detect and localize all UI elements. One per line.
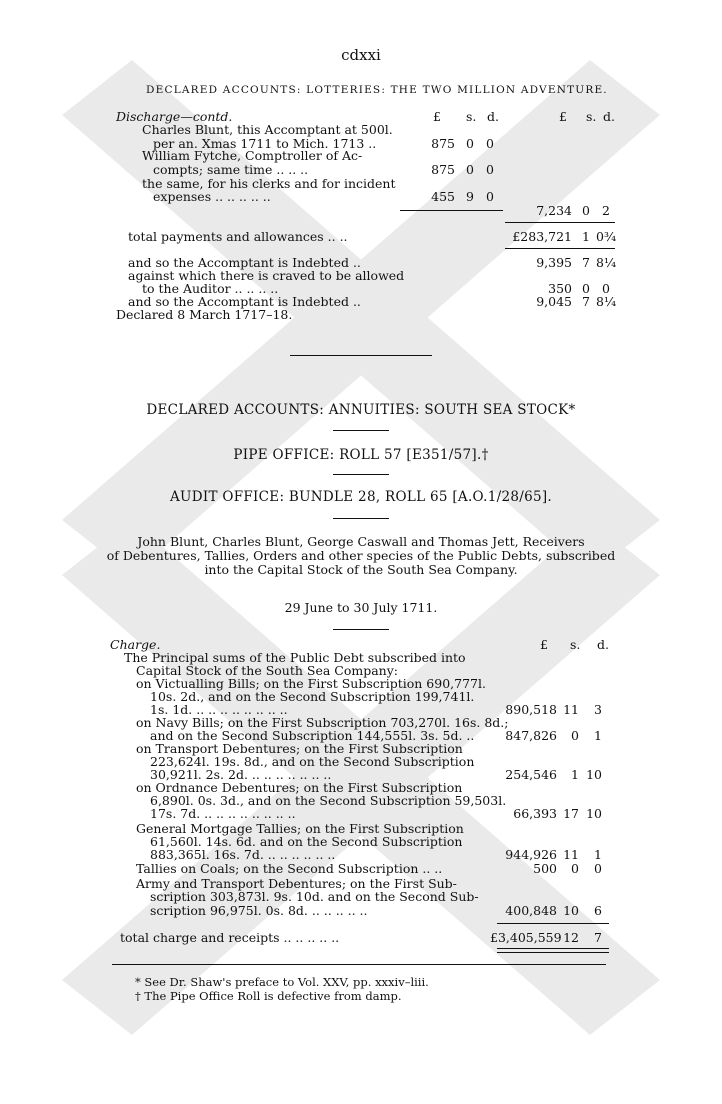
discharge-heading: Discharge—contd. <box>116 109 233 124</box>
col-header-d1: d. <box>487 109 499 124</box>
item-text: 30,921l. 2s. 2d. .. .. .. .. .. .. .. <box>150 767 332 782</box>
principal-text: Capital Stock of the South Sea Company: <box>136 663 398 678</box>
section-divider <box>290 355 432 356</box>
amount-pounds: 455 <box>431 189 455 204</box>
page-number: cdxxi <box>341 46 381 64</box>
amount-shillings: 0 <box>466 136 474 151</box>
item-pence: 0 <box>594 861 602 876</box>
craved-pounds: 350 <box>548 281 572 296</box>
section-title: DECLARED ACCOUNTS: ANNUITIES: SOUTH SEA STOCK* <box>146 402 576 418</box>
amount-shillings: 9 <box>466 189 474 204</box>
item-text: 883,365l. 16s. 7d. .. .. .. .. .. .. <box>150 847 336 862</box>
total-pounds: £283,721 <box>512 229 572 244</box>
indebted-pounds: 9,395 <box>536 255 572 270</box>
indebted-shillings: 7 <box>582 294 590 309</box>
item-text: 10s. 2d., and on the Second Subscription 199,741l. <box>150 689 475 704</box>
item-text: 223,624l. 19s. 8d., and on the Second Subscription <box>150 754 475 769</box>
item-pounds: 254,546 <box>505 767 557 782</box>
item-pence: 1 <box>594 728 602 743</box>
item-pounds: 847,826 <box>505 728 557 743</box>
intro-text: of Debentures, Tallies, Orders and other species of the Public Debts, subscribed <box>106 548 616 563</box>
amount-pounds: 875 <box>431 162 455 177</box>
item-text: scription 96,975l. 0s. 8d. .. .. .. .. .. <box>150 903 368 918</box>
column-rule <box>505 222 615 223</box>
item-text: scription 303,873l. 9s. 10d. and on the Second Sub- <box>150 889 479 904</box>
item-shillings: 17 <box>563 806 579 821</box>
item-shillings: 0 <box>571 861 579 876</box>
pipe-office-ref: PIPE OFFICE: ROLL 57 [E351/57].† <box>233 447 489 463</box>
col-header-s: s. <box>570 637 581 652</box>
indebted-pounds: 9,045 <box>536 294 572 309</box>
double-rule <box>497 948 609 953</box>
total-label: total payments and allowances .. .. <box>128 229 348 244</box>
col-header-s1: s. <box>466 109 477 124</box>
item-pounds: 400,848 <box>505 903 557 918</box>
item-pounds: 944,926 <box>505 847 557 862</box>
col-header-s2: s. <box>586 109 597 124</box>
indebted-label: and so the Accomptant is Indebted .. <box>128 255 361 270</box>
column-rule <box>505 248 615 249</box>
col-header-d: d. <box>597 637 609 652</box>
total-pence: 0¾ <box>596 229 617 244</box>
item-text: 6,890l. 0s. 3d., and on the Second Subscription 59,503l. <box>150 793 507 808</box>
item-shillings: 11 <box>563 847 579 862</box>
item-text: on Navy Bills; on the First Subscription 703,270l. 16s. 8d.; <box>136 715 509 730</box>
item-pounds: 500 <box>533 861 557 876</box>
item-pounds: 66,393 <box>513 806 557 821</box>
item-pence: 3 <box>594 702 602 717</box>
item-pence: 1 <box>594 847 602 862</box>
col-header-l2: £ <box>559 109 567 124</box>
row-text: compts; same time .. .. .. <box>153 162 309 177</box>
total-pounds: £3,405,559 <box>490 930 562 945</box>
item-text: 61,560l. 14s. 6d. and on the Second Subscription <box>150 834 463 849</box>
row-text: per an. Xmas 1711 to Mich. 1713 .. <box>153 136 377 151</box>
indebted-shillings: 7 <box>582 255 590 270</box>
craved-text: against which there is craved to be allowed <box>128 268 405 283</box>
item-text: on Victualling Bills; on the First Subscription 690,777l. <box>136 676 486 691</box>
total-shillings: 12 <box>563 930 579 945</box>
item-text: Tallies on Coals; on the Second Subscription .. .. <box>136 861 443 876</box>
row-text: William Fytche, Comptroller of Ac- <box>142 148 363 163</box>
column-rule <box>497 923 609 924</box>
item-text: Army and Transport Debentures; on the First Sub- <box>136 876 457 891</box>
principal-text: The Principal sums of the Public Debt subscribed into <box>124 650 466 665</box>
item-shillings: 1 <box>571 767 579 782</box>
col-header-l1: £ <box>433 109 441 124</box>
footnote: † The Pipe Office Roll is defective from damp. <box>135 989 402 1003</box>
craved-shillings: 0 <box>582 281 590 296</box>
item-shillings: 11 <box>563 702 579 717</box>
row-text: expenses .. .. .. .. .. <box>153 189 271 204</box>
item-text: 1s. 1d. .. .. .. .. .. .. .. .. <box>150 702 288 717</box>
total-label: total charge and receipts .. .. .. .. .. <box>120 930 340 945</box>
section-divider <box>333 629 389 630</box>
intro-text: into the Capital Stock of the South Sea Company. <box>204 562 518 577</box>
item-text: on Ordnance Debentures; on the First Subscription <box>136 780 463 795</box>
amount-pence: 0 <box>486 162 494 177</box>
item-pence: 10 <box>586 806 602 821</box>
item-text: 17s. 7d. .. .. .. .. .. .. .. .. <box>150 806 296 821</box>
indebted-pence: 8¼ <box>596 294 617 309</box>
declared-date: Declared 8 March 1717–18. <box>116 307 293 322</box>
col-header-d2: d. <box>603 109 615 124</box>
item-pounds: 890,518 <box>505 702 557 717</box>
item-pence: 10 <box>586 767 602 782</box>
subtotal-shillings: 0 <box>582 203 590 218</box>
running-head: DECLARED ACCOUNTS: LOTTERIES: THE TWO MILLION ADVENTURE. <box>146 84 608 96</box>
item-pence: 6 <box>594 903 602 918</box>
subtotal-pounds: 7,234 <box>536 203 572 218</box>
item-text: and on the Second Subscription 144,555l. 3s. 5d. .. <box>150 728 475 743</box>
craved-pence: 0 <box>602 281 610 296</box>
footnote: * See Dr. Shaw's preface to Vol. XXV, pp. xxxiv–liii. <box>135 975 429 989</box>
total-pence: 7 <box>594 930 602 945</box>
row-text: the same, for his clerks and for incident <box>142 176 396 191</box>
section-divider <box>333 518 389 519</box>
row-text: Charles Blunt, this Accomptant at 500l. <box>142 122 393 137</box>
indebted-pence: 8¼ <box>596 255 617 270</box>
amount-pounds: 875 <box>431 136 455 151</box>
intro-text: John Blunt, Charles Blunt, George Caswall and Thomas Jett, Receivers <box>137 534 585 549</box>
subtotal-pence: 2 <box>602 203 610 218</box>
item-shillings: 0 <box>571 728 579 743</box>
charge-heading: Charge. <box>110 637 161 652</box>
item-text: on Transport Debentures; on the First Subscription <box>136 741 463 756</box>
amount-shillings: 0 <box>466 162 474 177</box>
total-shillings: 1 <box>582 229 590 244</box>
item-shillings: 10 <box>563 903 579 918</box>
footnote-rule <box>112 964 606 965</box>
section-divider <box>333 430 389 431</box>
item-text: General Mortgage Tallies; on the First Subscription <box>136 821 464 836</box>
audit-office-ref: AUDIT OFFICE: BUNDLE 28, ROLL 65 [A.O.1/28/65]. <box>169 489 553 505</box>
col-header-l: £ <box>540 637 548 652</box>
section-divider <box>333 474 389 475</box>
column-rule <box>400 210 503 211</box>
indebted-label: and so the Accomptant is Indebted .. <box>128 294 361 309</box>
date-range: 29 June to 30 July 1711. <box>284 600 438 615</box>
amount-pence: 0 <box>486 136 494 151</box>
amount-pence: 0 <box>486 189 494 204</box>
craved-text: to the Auditor .. .. .. .. <box>142 281 279 296</box>
